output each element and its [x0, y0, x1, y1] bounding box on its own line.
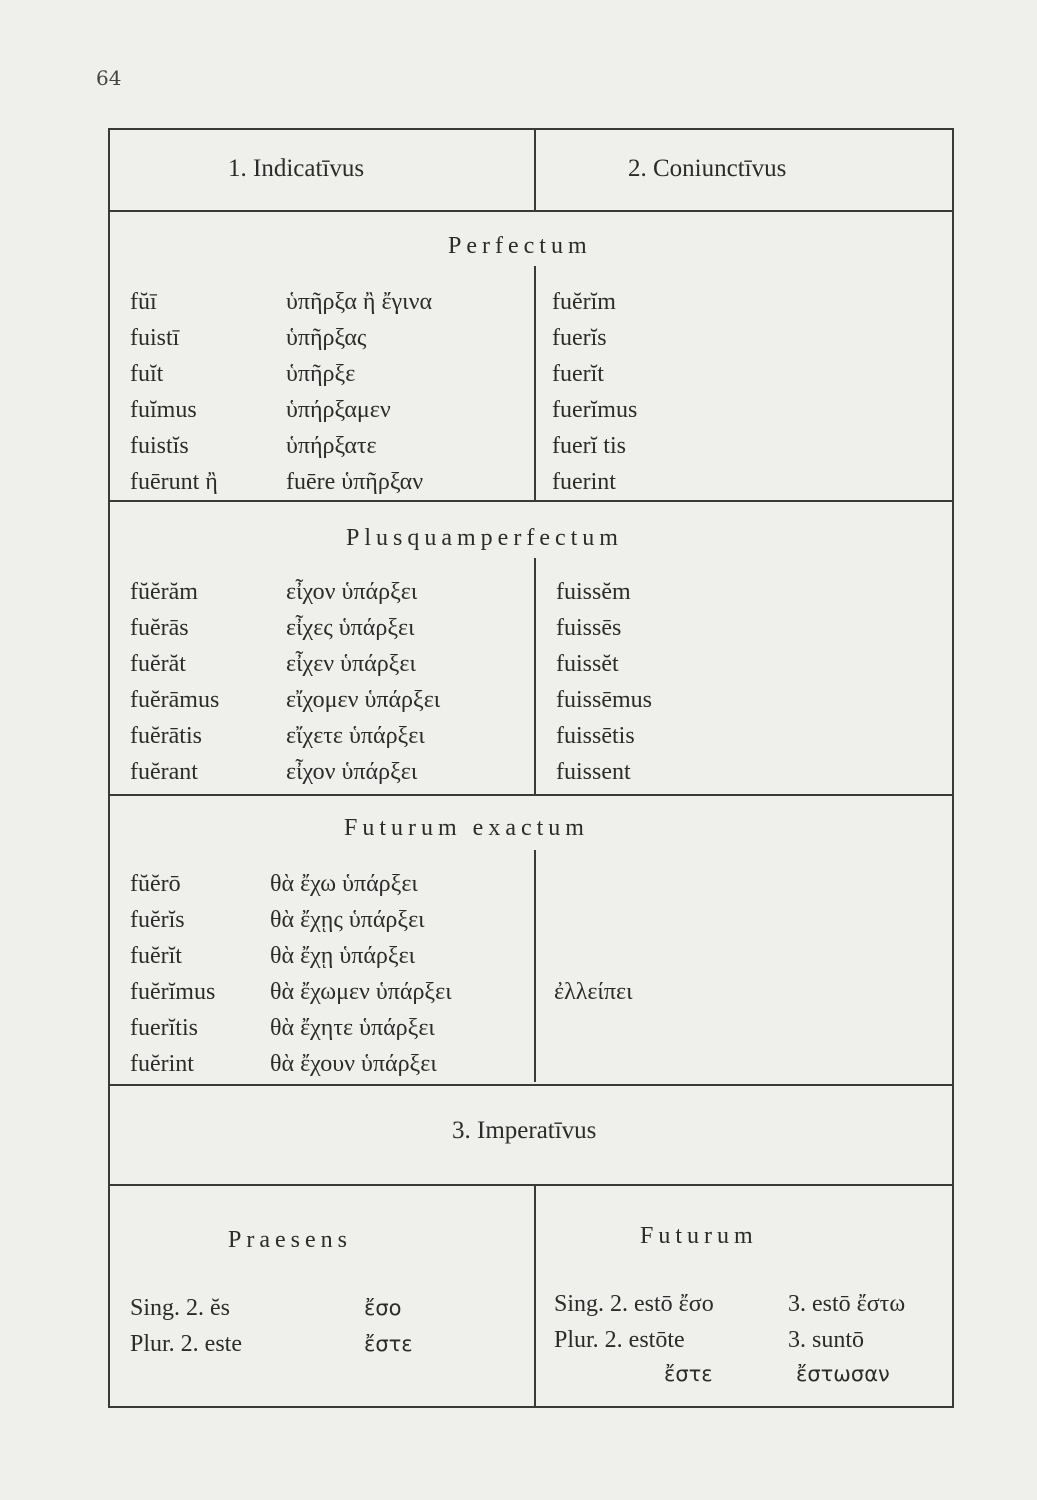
perfectum-greek: ὑπήρξαμεν	[286, 397, 391, 423]
rule-after-perfectum	[110, 500, 952, 502]
futurum-greek: θὰ ἔχω ὑπάρξει	[270, 871, 418, 897]
perfectum-greek: ὑπήρξατε	[286, 433, 377, 459]
perfectum-coni: fuerint	[552, 469, 616, 495]
futurum-plur: Plur. 2. estōte	[554, 1327, 685, 1353]
perfectum-greek: fuēre ὑπῆρξαν	[286, 469, 424, 495]
indicativus-header: 1. Indicatīvus	[228, 155, 365, 182]
plusquam-coni: fuissēs	[556, 615, 622, 641]
perfectum-latin: fuistī	[130, 325, 180, 351]
imperativus-title: 3. Imperatīvus	[452, 1117, 597, 1144]
plusquam-coni: fuissēmus	[556, 687, 652, 713]
plusquam-greek: εἴχετε ὑπάρξει	[286, 723, 425, 749]
plusquam-coni: fuissētis	[556, 723, 635, 749]
plusquam-coni: fuissĕm	[556, 579, 631, 605]
futurum-sing-third: 3. estō ἔστω	[788, 1291, 906, 1317]
header-divider	[534, 130, 536, 210]
praesens-sing-greek: ἔσο	[364, 1296, 402, 1320]
praesens-title: Praesens	[228, 1227, 352, 1253]
plusquam-greek: εἶχες ὑπάρξει	[286, 615, 415, 641]
perfectum-title: Perfectum	[448, 233, 592, 259]
plusquam-coni: fuissent	[556, 759, 631, 785]
perfectum-latin: fuērunt ἢ	[130, 469, 218, 495]
futurum-greek: θὰ ἔχητε ὑπάρξει	[270, 1015, 435, 1041]
perfectum-coni: fuerĭs	[552, 325, 607, 351]
perfectum-coni: fuĕrĭm	[552, 289, 616, 315]
futurum-latin: fuĕrint	[130, 1051, 194, 1077]
plusquamperfectum-title: Plusquamperfectum	[346, 525, 623, 551]
futurum-greek: θὰ ἔχῃ ὑπάρξει	[270, 943, 416, 969]
futurum-greek: θὰ ἔχουν ὑπάρξει	[270, 1051, 437, 1077]
coniunctivus-header: 2. Coniunctīvus	[628, 155, 787, 182]
futurum-greek: θὰ ἔχῃς ὑπάρξει	[270, 907, 425, 933]
futurum-title: Futurum	[640, 1223, 758, 1249]
futurum-latin: fuĕrĭmus	[130, 979, 216, 1005]
futurum-plur-greek-2: ἔστε	[664, 1362, 713, 1386]
plusquam-latin: fuĕrăt	[130, 651, 186, 677]
plusquam-greek: εἶχον ὑπάρξει	[286, 579, 418, 605]
perfectum-latin: fuĭt	[130, 361, 164, 387]
futurum-sing: Sing. 2. estō ἔσο	[554, 1291, 714, 1317]
perfectum-greek: ὑπῆρξε	[286, 361, 356, 387]
rule-after-header	[110, 210, 952, 212]
futurum-latin: fuĕrĭt	[130, 943, 182, 969]
futurum-latin: fuerĭtis	[130, 1015, 198, 1041]
plusquam-latin: fuĕrās	[130, 615, 189, 641]
coniunctivus-missing-note: ἐλλείπει	[554, 979, 633, 1005]
praesens-sing: Sing. 2. ĕs	[130, 1295, 231, 1321]
perfectum-latin: fuĭmus	[130, 397, 197, 423]
futurum-exactum-divider	[534, 850, 536, 1082]
rule-after-imperativus	[110, 1184, 952, 1186]
plusquam-latin: fuĕrātis	[130, 723, 202, 749]
plusquam-latin: fŭĕrăm	[130, 579, 198, 605]
perfectum-latin: fŭī	[130, 289, 157, 315]
plusquam-latin: fuĕrant	[130, 759, 198, 785]
futurum-greek: θὰ ἔχωμεν ὑπάρξει	[270, 979, 452, 1005]
perfectum-divider	[534, 266, 536, 500]
plusquam-latin: fuĕrāmus	[130, 687, 220, 713]
perfectum-greek: ὑπῆρξα ἢ ἔγινα	[286, 289, 433, 315]
plusquam-coni: fuissĕt	[556, 651, 619, 677]
praesens-plur-greek: ἔστε	[364, 1332, 413, 1356]
perfectum-latin: fuistĭs	[130, 433, 189, 459]
praesens-plur: Plur. 2. este	[130, 1331, 242, 1357]
futurum-exactum-title: Futurum exactum	[344, 815, 589, 841]
rule-after-futurum-exactum	[110, 1084, 952, 1086]
futurum-plur-third: 3. suntō	[788, 1327, 865, 1353]
page-number: 64	[96, 66, 122, 90]
perfectum-coni: fuerĭt	[552, 361, 604, 387]
plusquam-greek: εἶχον ὑπάρξει	[286, 759, 418, 785]
rule-after-plusquamperfectum	[110, 794, 952, 796]
perfectum-greek: ὑπῆρξας	[286, 325, 367, 351]
futurum-latin: fŭĕrō	[130, 871, 181, 897]
plusquamperfectum-divider	[534, 558, 536, 794]
futurum-plur-greek-3: ἔστωσαν	[796, 1362, 890, 1386]
perfectum-coni: fuerĭmus	[552, 397, 638, 423]
imperativus-divider	[534, 1184, 536, 1408]
plusquam-greek: εἴχομεν ὑπάρξει	[286, 687, 441, 713]
conjugation-table	[108, 128, 954, 1408]
perfectum-coni: fuerĭ tis	[552, 433, 626, 459]
futurum-latin: fuĕrĭs	[130, 907, 185, 933]
plusquam-greek: εἶχεν ὑπάρξει	[286, 651, 416, 677]
